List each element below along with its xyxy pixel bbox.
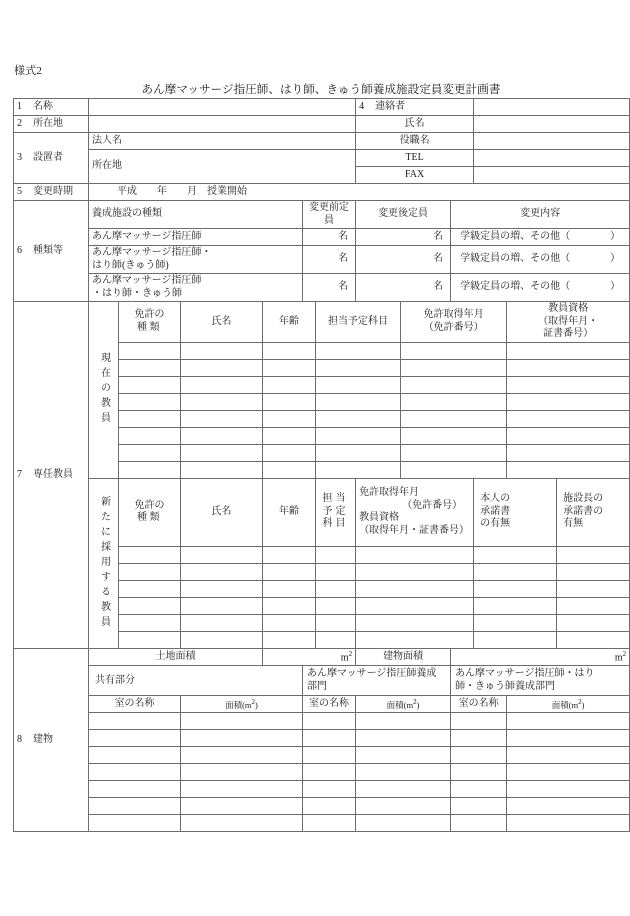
kind-label-3: あん摩マッサージ指圧師 ・はり師・きゅう師 xyxy=(89,274,303,302)
cell-license-type[interactable] xyxy=(119,614,181,631)
cell-subject[interactable] xyxy=(316,461,401,478)
table-row-building xyxy=(14,815,630,832)
label-address xyxy=(14,116,89,133)
cell-room-area-acupuncture[interactable] xyxy=(507,747,630,764)
field-name-value[interactable] xyxy=(89,99,356,116)
cell-room-area-massage[interactable] xyxy=(356,747,451,764)
cell-room-name-shared[interactable] xyxy=(89,764,181,781)
cell-name[interactable] xyxy=(181,427,263,444)
row-change-period xyxy=(14,184,630,201)
cell-age[interactable] xyxy=(263,597,316,614)
cell-qualification[interactable] xyxy=(507,444,630,461)
section-number-8: 8 xyxy=(17,733,22,745)
cell-age[interactable] xyxy=(263,393,316,410)
cell-license-date[interactable] xyxy=(401,444,507,461)
vertical-text-new: 新たに採用する教員 xyxy=(98,495,110,631)
cell-age[interactable] xyxy=(263,444,316,461)
cell-room-area-acupuncture[interactable] xyxy=(507,781,630,798)
cell-self-consent[interactable] xyxy=(474,580,557,597)
section-label-2: 所在地 xyxy=(33,117,63,129)
cell-director-consent[interactable] xyxy=(557,546,630,563)
header-facility-kind: 養成施設の種類 xyxy=(89,201,303,229)
subheader-room-name-shared: 室の名称 xyxy=(89,696,181,713)
cell-room-area-acupuncture[interactable] xyxy=(507,764,630,781)
field-contact-fax-value[interactable] xyxy=(474,167,630,184)
field-contact-tel-value[interactable] xyxy=(474,150,630,167)
cell-room-name-massage[interactable] xyxy=(303,713,356,730)
row-kind-1 xyxy=(14,229,630,246)
header-teacher-qualification-current: 教員資格 （取得年月・ 証書番号） xyxy=(507,302,630,343)
row-name-and-contact xyxy=(14,99,630,116)
label-contact xyxy=(356,99,474,116)
header-license-date-current: 免許取得年月 （免許番号） xyxy=(401,302,507,343)
section-label-4: 連絡者 xyxy=(375,100,406,112)
cell-room-name-shared[interactable] xyxy=(89,815,181,832)
cell-age[interactable] xyxy=(263,410,316,427)
label-founder xyxy=(14,133,89,184)
cell-room-name-acupuncture[interactable] xyxy=(451,764,507,781)
cell-qualification[interactable] xyxy=(507,376,630,393)
cell-room-area-acupuncture[interactable] xyxy=(507,798,630,815)
cell-license-date[interactable] xyxy=(401,359,507,376)
row-founder-address-and-tel xyxy=(14,150,630,167)
section-number-4: 4 xyxy=(359,100,365,112)
cell-room-name-massage[interactable] xyxy=(303,747,356,764)
cell-self-consent[interactable] xyxy=(474,631,557,648)
section-number-2: 2 xyxy=(17,117,22,129)
cell-qualification[interactable] xyxy=(507,427,630,444)
cell-license-date[interactable] xyxy=(401,376,507,393)
cell-age[interactable] xyxy=(263,631,316,648)
cell-subject[interactable] xyxy=(316,393,401,410)
cell-director-consent[interactable] xyxy=(557,614,630,631)
cell-self-consent[interactable] xyxy=(474,563,557,580)
cell-license-date[interactable] xyxy=(401,427,507,444)
kind-before-3[interactable]: 名 xyxy=(303,274,356,302)
cell-subject[interactable] xyxy=(316,563,356,580)
row-land-building-area xyxy=(14,648,630,666)
cell-license-type[interactable] xyxy=(119,597,181,614)
row-building-subheaders xyxy=(14,696,630,713)
row-founder-corp-and-position xyxy=(14,133,630,150)
plan-change-form-table xyxy=(13,98,630,832)
field-contact-position-value[interactable] xyxy=(474,133,630,150)
cell-qualification[interactable] xyxy=(507,342,630,359)
cell-room-area-massage[interactable] xyxy=(356,764,451,781)
cell-license-type[interactable] xyxy=(119,461,181,478)
cell-license-date[interactable] xyxy=(401,461,507,478)
section-label-7: 専任教員 xyxy=(33,468,73,480)
row-building-groups xyxy=(14,666,630,696)
cell-name[interactable] xyxy=(181,631,263,648)
section-number-3: 3 xyxy=(17,151,22,163)
cell-director-consent[interactable] xyxy=(557,597,630,614)
header-subject-new: 担当 予定 科目 xyxy=(316,478,356,546)
cell-qualification[interactable] xyxy=(507,410,630,427)
cell-license-type[interactable] xyxy=(119,563,181,580)
label-founder-address: 所在地 xyxy=(89,150,356,184)
cell-license-qualification[interactable] xyxy=(356,614,474,631)
kind-label-1: あん摩マッサージ指圧師 xyxy=(89,229,303,246)
kind-after-1[interactable]: 名 xyxy=(356,229,451,246)
cell-age[interactable] xyxy=(263,546,316,563)
field-building-area-value[interactable]: $m^2$ xyxy=(451,648,630,666)
cell-room-name-acupuncture[interactable] xyxy=(451,815,507,832)
cell-room-name-shared[interactable] xyxy=(89,713,181,730)
cell-room-area-shared[interactable] xyxy=(181,713,303,730)
subheader-room-area-shared: 面積$(m^2)$ xyxy=(181,696,303,713)
section-label-8: 建物 xyxy=(33,733,53,745)
label-acupuncture-dept: あん摩マッサージ指圧師・はり 師・きゅう師養成部門 xyxy=(451,666,630,696)
header-teacher-age-current: 年齢 xyxy=(263,302,316,343)
cell-license-type[interactable] xyxy=(119,410,181,427)
cell-director-consent[interactable] xyxy=(557,580,630,597)
header-license-date-new: 免許取得年月 （免許番号） 教員資格 （取得年月・証書番号） xyxy=(356,478,474,546)
label-fulltime-teachers xyxy=(14,302,89,649)
kind-content-3[interactable]: 学級定員の増、その他（ ） xyxy=(451,274,630,302)
cell-room-name-massage[interactable] xyxy=(303,764,356,781)
section-number-6: 6 xyxy=(17,244,22,256)
header-license-type-current: 免許の 種類 xyxy=(119,302,181,343)
cell-license-type[interactable] xyxy=(119,393,181,410)
table-row-building xyxy=(14,713,630,730)
cell-license-type[interactable] xyxy=(119,376,181,393)
vertical-text-current: 現在の教員 xyxy=(98,352,110,428)
cell-license-date[interactable] xyxy=(401,342,507,359)
row-address-and-contact-name xyxy=(14,116,630,133)
cell-room-area-shared[interactable] xyxy=(181,764,303,781)
cell-license-qualification[interactable] xyxy=(356,546,474,563)
field-change-period-value[interactable]: 平成 年 月 授業開始 xyxy=(89,184,630,201)
field-contact-name-value[interactable] xyxy=(474,116,630,133)
row-kind-3 xyxy=(14,274,630,302)
label-shared-area: 共有部分 xyxy=(89,666,303,696)
cell-room-name-acupuncture[interactable] xyxy=(451,730,507,747)
header-change-content: 変更内容 xyxy=(451,201,630,229)
cell-license-type[interactable] xyxy=(119,546,181,563)
cell-license-type[interactable] xyxy=(119,342,181,359)
cell-license-qualification[interactable] xyxy=(356,563,474,580)
cell-room-name-acupuncture[interactable] xyxy=(451,798,507,815)
cell-name[interactable] xyxy=(181,359,263,376)
cell-license-qualification[interactable] xyxy=(356,580,474,597)
cell-room-area-massage[interactable] xyxy=(356,798,451,815)
cell-name[interactable] xyxy=(181,614,263,631)
cell-room-area-shared[interactable] xyxy=(181,798,303,815)
table-row-building xyxy=(14,781,630,798)
cell-room-area-massage[interactable] xyxy=(356,781,451,798)
label-massage-dept: あん摩マッサージ指圧師養成 部門 xyxy=(303,666,451,696)
table-row-building xyxy=(14,764,630,781)
cell-subject[interactable] xyxy=(316,597,356,614)
cell-age[interactable] xyxy=(263,376,316,393)
header-license-type-new: 免許の 種類 xyxy=(119,478,181,546)
cell-subject[interactable] xyxy=(316,376,401,393)
vertical-label-current-teachers xyxy=(89,302,119,479)
cell-room-name-shared[interactable] xyxy=(89,781,181,798)
cell-license-date[interactable] xyxy=(401,410,507,427)
cell-name[interactable] xyxy=(181,461,263,478)
cell-subject[interactable] xyxy=(316,342,401,359)
cell-room-area-shared[interactable] xyxy=(181,730,303,747)
header-teacher-age-new: 年齢 xyxy=(263,478,316,546)
table-row-building xyxy=(14,798,630,815)
cell-qualification[interactable] xyxy=(507,359,630,376)
section-label-6: 種類等 xyxy=(33,244,63,256)
cell-license-date[interactable] xyxy=(401,393,507,410)
cell-subject[interactable] xyxy=(316,546,356,563)
cell-room-area-massage[interactable] xyxy=(356,730,451,747)
cell-age[interactable] xyxy=(263,614,316,631)
cell-room-name-massage[interactable] xyxy=(303,781,356,798)
section-number-5: 5 xyxy=(17,185,22,197)
cell-room-name-shared[interactable] xyxy=(89,747,181,764)
cell-room-area-shared[interactable] xyxy=(181,747,303,764)
cell-subject[interactable] xyxy=(316,410,401,427)
label-change-period xyxy=(14,184,89,201)
cell-name[interactable] xyxy=(181,580,263,597)
subheader-room-area-acupuncture: 面積$(m^2)$ xyxy=(507,696,630,713)
cell-subject[interactable] xyxy=(316,444,401,461)
cell-room-area-acupuncture[interactable] xyxy=(507,713,630,730)
cell-age[interactable] xyxy=(263,359,316,376)
label-contact-name: 氏名 xyxy=(356,116,474,133)
header-teacher-name-new: 氏名 xyxy=(181,478,263,546)
header-director-consent: 施設長の 承諾書の 有無 xyxy=(557,478,630,546)
cell-room-area-shared[interactable] xyxy=(181,781,303,798)
cell-room-name-acupuncture[interactable] xyxy=(451,781,507,798)
cell-room-name-acupuncture[interactable] xyxy=(451,747,507,764)
header-teacher-name-current: 氏名 xyxy=(181,302,263,343)
label-land-area: 土地面積 xyxy=(89,648,263,666)
cell-room-area-massage[interactable] xyxy=(356,713,451,730)
header-capacity-before: 変更前定員 xyxy=(303,201,356,229)
kind-label-2: あん摩マッサージ指圧師・ はり師(きゅう師) xyxy=(89,246,303,274)
cell-room-area-acupuncture[interactable] xyxy=(507,730,630,747)
row-kind-2 xyxy=(14,246,630,274)
field-contact-header-blank xyxy=(474,99,630,116)
section-number-7: 7 xyxy=(17,468,22,480)
cell-age[interactable] xyxy=(263,563,316,580)
cell-license-type[interactable] xyxy=(119,631,181,648)
label-building-area: 建物面積 xyxy=(356,648,451,666)
section-number-1: 1 xyxy=(17,100,22,112)
section-label-3: 設置者 xyxy=(33,151,63,163)
cell-name[interactable] xyxy=(181,597,263,614)
field-land-area-value[interactable]: $m^2$ xyxy=(263,648,356,666)
header-self-consent: 本人の 承諾書 の有無 xyxy=(474,478,557,546)
cell-subject[interactable] xyxy=(316,359,401,376)
row-fulltime-current-header xyxy=(14,302,630,343)
header-capacity-after: 変更後定員 xyxy=(356,201,451,229)
cell-self-consent[interactable] xyxy=(474,597,557,614)
cell-license-type[interactable] xyxy=(119,580,181,597)
cell-room-name-massage[interactable] xyxy=(303,730,356,747)
cell-subject[interactable] xyxy=(316,580,356,597)
label-kinds xyxy=(14,201,89,302)
header-subject-current: 担当予定科目 xyxy=(316,302,401,343)
cell-room-name-massage[interactable] xyxy=(303,798,356,815)
kind-before-1[interactable]: 名 xyxy=(303,229,356,246)
kind-after-3[interactable]: 名 xyxy=(356,274,451,302)
label-founder-corp-name: 法人名 xyxy=(89,133,356,150)
cell-name[interactable] xyxy=(181,393,263,410)
cell-subject[interactable] xyxy=(316,631,356,648)
cell-qualification[interactable] xyxy=(507,393,630,410)
cell-license-qualification[interactable] xyxy=(356,631,474,648)
section-label-1: 名称 xyxy=(33,100,53,112)
document-title: あん摩マッサージ指圧師、はり師、きゅう師養成施設定員変更計画書 xyxy=(141,84,501,96)
cell-room-area-acupuncture[interactable] xyxy=(507,815,630,832)
kind-after-2[interactable]: 名 xyxy=(356,246,451,274)
table-row-building xyxy=(14,730,630,747)
label-contact-tel: TEL xyxy=(356,150,474,167)
kind-before-2[interactable]: 名 xyxy=(303,246,356,274)
cell-room-name-shared[interactable] xyxy=(89,798,181,815)
cell-room-name-acupuncture[interactable] xyxy=(451,713,507,730)
kind-content-2[interactable]: 学級定員の増、その他（ ） xyxy=(451,246,630,274)
field-address-value[interactable] xyxy=(89,116,356,133)
kind-content-1[interactable]: 学級定員の増、その他（ ） xyxy=(451,229,630,246)
row-kinds-header xyxy=(14,201,630,229)
cell-director-consent[interactable] xyxy=(557,563,630,580)
label-name xyxy=(14,99,89,116)
cell-name[interactable] xyxy=(181,444,263,461)
cell-director-consent[interactable] xyxy=(557,631,630,648)
vertical-label-new-teachers xyxy=(89,478,119,648)
label-building xyxy=(14,648,89,832)
cell-qualification[interactable] xyxy=(507,461,630,478)
cell-name[interactable] xyxy=(181,376,263,393)
cell-name[interactable] xyxy=(181,546,263,563)
label-contact-position: 役職名 xyxy=(356,133,474,150)
cell-license-type[interactable] xyxy=(119,427,181,444)
cell-subject[interactable] xyxy=(316,427,401,444)
cell-room-area-massage[interactable] xyxy=(356,815,451,832)
cell-age[interactable] xyxy=(263,580,316,597)
subheader-room-name-massage: 室の名称 xyxy=(303,696,356,713)
cell-subject[interactable] xyxy=(316,614,356,631)
cell-room-name-shared[interactable] xyxy=(89,730,181,747)
cell-name[interactable] xyxy=(181,342,263,359)
subheader-room-name-acupuncture: 室の名称 xyxy=(451,696,507,713)
cell-self-consent[interactable] xyxy=(474,546,557,563)
cell-license-type[interactable] xyxy=(119,359,181,376)
cell-age[interactable] xyxy=(263,342,316,359)
cell-room-name-massage[interactable] xyxy=(303,815,356,832)
cell-name[interactable] xyxy=(181,410,263,427)
section-label-5: 変更時期 xyxy=(33,185,73,197)
cell-license-type[interactable] xyxy=(119,444,181,461)
cell-name[interactable] xyxy=(181,563,263,580)
cell-license-qualification[interactable] xyxy=(356,597,474,614)
table-row-building xyxy=(14,747,630,764)
cell-age[interactable] xyxy=(263,427,316,444)
label-contact-fax: FAX xyxy=(356,167,474,184)
cell-room-area-shared[interactable] xyxy=(181,815,303,832)
form-number: 様式2 xyxy=(14,65,43,77)
cell-self-consent[interactable] xyxy=(474,614,557,631)
row-fulltime-new-header xyxy=(14,478,630,546)
subheader-room-area-massage: 面積$(m^2)$ xyxy=(356,696,451,713)
cell-age[interactable] xyxy=(263,461,316,478)
